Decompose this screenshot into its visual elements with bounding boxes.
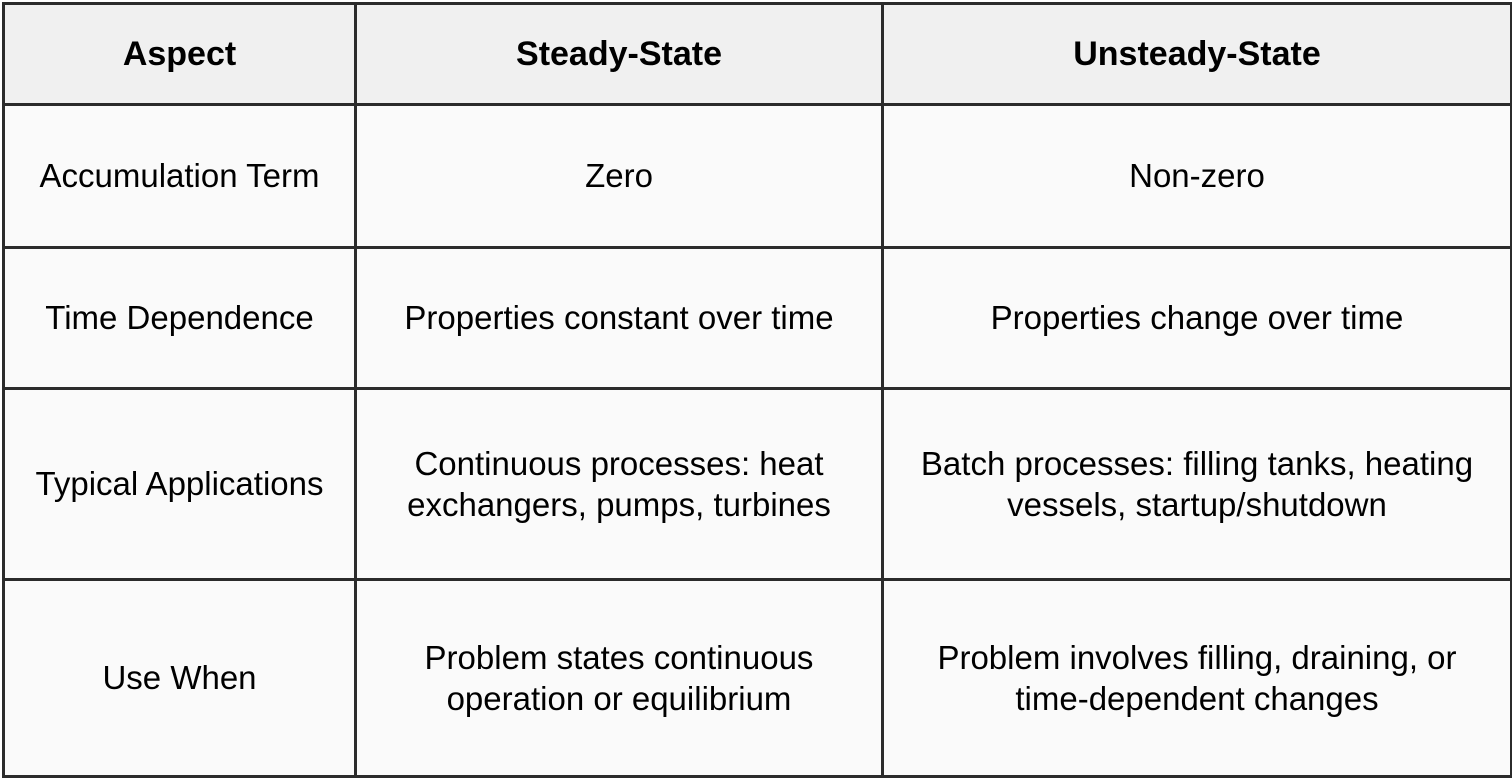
column-header-steady-state: Steady-State — [356, 4, 883, 105]
cell-aspect-accumulation-term: Accumulation Term — [4, 105, 356, 248]
cell-unsteady-time-dependence: Properties change over time — [883, 248, 1512, 389]
comparison-table-container — [0, 2, 1512, 740]
table-row — [4, 389, 1512, 580]
cell-steady-accumulation-term: Zero — [356, 105, 883, 248]
table-header-row — [4, 4, 1512, 105]
steady-vs-unsteady-table — [2, 2, 1512, 778]
cell-aspect-use-when: Use When — [4, 580, 356, 777]
cell-unsteady-accumulation-term: Non-zero — [883, 105, 1512, 248]
column-header-unsteady-state: Unsteady-State — [883, 4, 1512, 105]
table-header — [4, 4, 1512, 105]
table-body — [4, 105, 1512, 777]
cell-unsteady-typical-applications: Batch processes: filling tanks, heating vessels, startup/shutdown — [883, 389, 1512, 580]
table-row — [4, 105, 1512, 248]
table-row — [4, 580, 1512, 777]
cell-steady-use-when: Problem states continuous operation or equilibrium — [356, 580, 883, 777]
table-row — [4, 248, 1512, 389]
cell-steady-typical-applications: Continuous processes: heat exchangers, pumps, turbines — [356, 389, 883, 580]
cell-aspect-time-dependence: Time Dependence — [4, 248, 356, 389]
cell-unsteady-use-when: Problem involves filling, draining, or time-dependent changes — [883, 580, 1512, 777]
cell-aspect-typical-applications: Typical Applications — [4, 389, 356, 580]
cell-steady-time-dependence: Properties constant over time — [356, 248, 883, 389]
column-header-aspect: Aspect — [4, 4, 356, 105]
